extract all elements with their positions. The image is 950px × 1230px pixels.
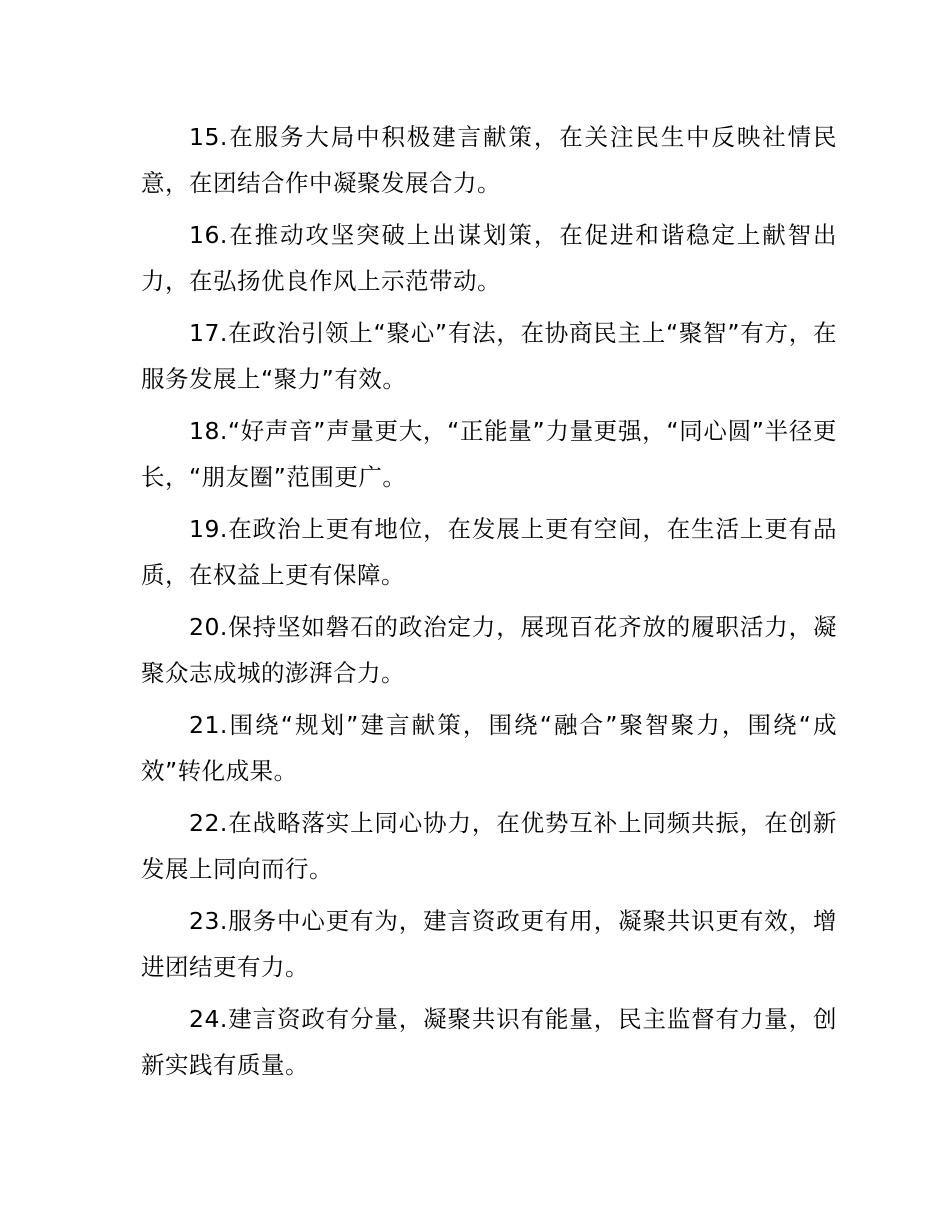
- paragraph-20: 20.保持坚如磐石的政治定力，展现百花齐放的履职活力，凝聚众志成城的澎湃合力。: [141, 613, 837, 687]
- paragraph-19: 19.在政治上更有地位，在发展上更有空间，在生活上更有品质，在权益上更有保障。: [141, 515, 837, 589]
- paragraph-22: 22.在战略落实上同心协力，在优势互补上同频共振，在创新发展上同向而行。: [141, 809, 837, 883]
- paragraph-15: 15.在服务大局中积极建言献策，在关注民生中反映社情民意，在团结合作中凝聚发展合力。: [141, 123, 837, 197]
- paragraph-18: 18.“好声音”声量更大，“正能量”力量更强，“同心圆”半径更长，“朋友圈”范围更广。: [141, 417, 837, 491]
- document-body: [141, 114, 837, 1094]
- paragraph-23: 23.服务中心更有为，建言资政更有用，凝聚共识更有效，增进团结更有力。: [141, 907, 837, 981]
- paragraph-24: 24.建言资政有分量，凝聚共识有能量，民主监督有力量，创新实践有质量。: [141, 1005, 837, 1079]
- paragraph-16: 16.在推动攻坚突破上出谋划策，在促进和谐稳定上献智出力，在弘扬优良作风上示范带动。: [141, 221, 837, 295]
- paragraph-17: 17.在政治引领上“聚心”有法，在协商民主上“聚智”有方，在服务发展上“聚力”有效。: [141, 319, 837, 393]
- paragraph-21: 21.围绕“规划”建言献策，围绕“融合”聚智聚力，围绕“成效”转化成果。: [141, 711, 837, 785]
